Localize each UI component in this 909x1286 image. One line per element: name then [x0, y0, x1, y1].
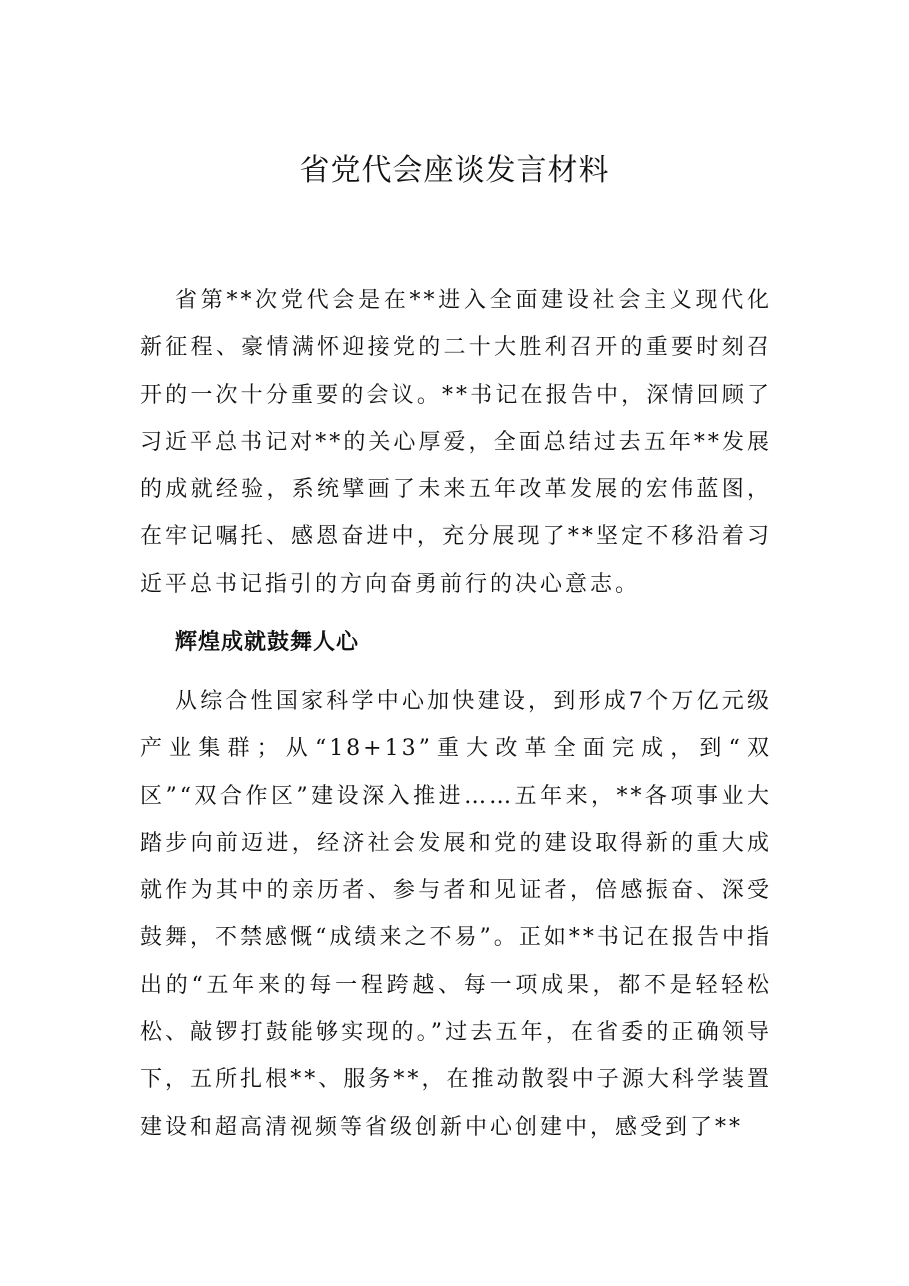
- body-paragraph: 从综合性国家科学中心加快建设，到形成7个万亿元级产业集群；从“18+13”重大改革全面完成，到“双区”“双合作区”建设深入推进……五年来，**各项事业大踏步向前迈进，经济社会发展和党的建设取得新的重大成就作为其中的亲历者、参与者和见证者，倍感振奋、深受鼓舞，不禁感慨“成绩来之不易”。正如**书记在报告中指出的“五年来的每一程跨越、每一项成果，都不是轻轻松松、敲锣打鼓能够实现的。”过去五年，在省委的正确领导下，五所扎根**、服务**，在推动散裂中子源大科学装置建设和超高清视频等省级创新中心创建中，感受到了**: [140, 689, 772, 1140]
- document-title: 省党代会座谈发言材料: [299, 153, 610, 188]
- section-heading: 辉煌成就鼓舞人心: [175, 630, 360, 655]
- intro-paragraph: 省第**次党代会是在**进入全面建设社会主义现代化新征程、豪情满怀迎接党的二十大胜利召开的重要时刻召开的一次十分重要的会议。**书记在报告中，深情回顾了习近平总书记对**的关心厚爱，全面总结过去五年**发展的成就经验，系统擘画了未来五年改革发展的宏伟蓝图，在牢记嘱托、感恩奋进中，充分展现了**坚定不移沿着习近平总书记指引的方向奋勇前行的决心意志。: [140, 288, 772, 597]
